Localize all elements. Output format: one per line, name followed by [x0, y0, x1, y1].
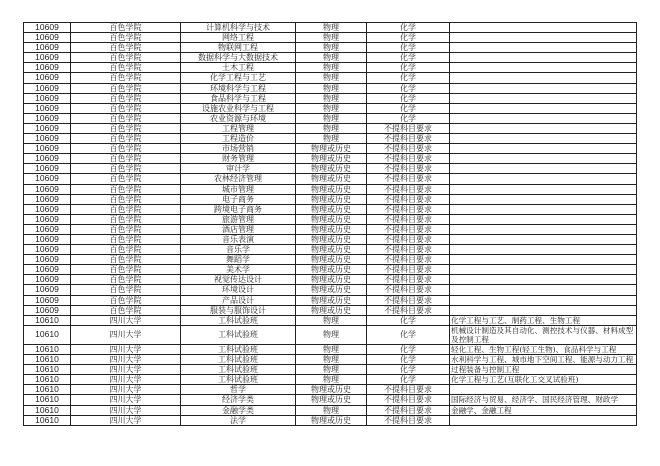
included-majors-cell: 水利科学与工程、城市地下空间工程、能源与动力工程: [450, 355, 637, 365]
school-code-cell: 10609: [24, 113, 71, 123]
school-code-cell: 10609: [24, 245, 71, 255]
major-name-cell: 工科试验班: [181, 345, 296, 355]
major-name-cell: 数据科学与大数据技术: [181, 53, 296, 63]
included-majors-cell: [450, 184, 637, 194]
included-majors-cell: [450, 103, 637, 113]
primary-subject-cell: 物理: [296, 73, 367, 83]
school-name-cell: 四川大学: [71, 415, 181, 425]
table-row: [24, 355, 637, 365]
secondary-subject-cell: 化学: [367, 53, 450, 63]
table-row: [24, 23, 637, 33]
primary-subject-cell: 物理: [296, 355, 367, 365]
secondary-subject-cell: 不提科目要求: [367, 174, 450, 184]
school-code-cell: 10609: [24, 285, 71, 295]
primary-subject-cell: 物理或历史: [296, 224, 367, 234]
table-row: [24, 234, 637, 244]
major-name-cell: 工科试验班: [181, 375, 296, 385]
included-majors-cell: [450, 234, 637, 244]
table-row: [24, 415, 637, 425]
included-majors-cell: [450, 295, 637, 305]
school-name-cell: 百色学院: [71, 43, 181, 53]
included-majors-cell: [450, 93, 637, 103]
included-majors-cell: [450, 23, 637, 33]
table-row: [24, 395, 637, 405]
primary-subject-cell: 物理: [296, 405, 367, 415]
primary-subject-cell: 物理: [296, 315, 367, 325]
included-majors-cell: [450, 113, 637, 123]
secondary-subject-cell: 不提科目要求: [367, 204, 450, 214]
secondary-subject-cell: 化学: [367, 345, 450, 355]
primary-subject-cell: 物理或历史: [296, 275, 367, 285]
major-name-cell: 食品科学与工程: [181, 93, 296, 103]
school-name-cell: 百色学院: [71, 93, 181, 103]
major-name-cell: 农业资源与环境: [181, 113, 296, 123]
school-code-cell: 10609: [24, 265, 71, 275]
included-majors-cell: [450, 224, 637, 234]
secondary-subject-cell: 不提科目要求: [367, 184, 450, 194]
school-code-cell: 10609: [24, 134, 71, 144]
major-name-cell: 工科试验班: [181, 365, 296, 375]
secondary-subject-cell: 化学: [367, 43, 450, 53]
primary-subject-cell: 物理: [296, 93, 367, 103]
included-majors-cell: [450, 214, 637, 224]
school-name-cell: 百色学院: [71, 164, 181, 174]
table-row: [24, 204, 637, 214]
secondary-subject-cell: 化学: [367, 375, 450, 385]
table-row: [24, 194, 637, 204]
primary-subject-cell: 物理: [296, 375, 367, 385]
school-code-cell: 10609: [24, 53, 71, 63]
table-row: [24, 224, 637, 234]
school-name-cell: 四川大学: [71, 355, 181, 365]
secondary-subject-cell: 不提科目要求: [367, 154, 450, 164]
school-name-cell: 四川大学: [71, 395, 181, 405]
major-name-cell: 工程管理: [181, 123, 296, 133]
major-name-cell: 土木工程: [181, 63, 296, 73]
table-row: [24, 214, 637, 224]
included-majors-cell: [450, 305, 637, 315]
school-code-cell: 10609: [24, 33, 71, 43]
major-name-cell: 工科试验班: [181, 325, 296, 344]
school-name-cell: 百色学院: [71, 234, 181, 244]
major-name-cell: 计算机科学与技术: [181, 23, 296, 33]
major-name-cell: 网络工程: [181, 33, 296, 43]
major-name-cell: 旅游管理: [181, 214, 296, 224]
primary-subject-cell: 物理: [296, 103, 367, 113]
school-code-cell: 10610: [24, 395, 71, 405]
primary-subject-cell: 物理或历史: [296, 194, 367, 204]
major-name-cell: 音乐学: [181, 245, 296, 255]
secondary-subject-cell: 不提科目要求: [367, 214, 450, 224]
included-majors-cell: [450, 43, 637, 53]
school-name-cell: 百色学院: [71, 63, 181, 73]
school-name-cell: 百色学院: [71, 73, 181, 83]
school-code-cell: 10610: [24, 355, 71, 365]
school-code-cell: 10609: [24, 224, 71, 234]
included-majors-cell: 金融学、金融工程: [450, 405, 637, 415]
primary-subject-cell: 物理或历史: [296, 154, 367, 164]
table-row: [24, 405, 637, 415]
secondary-subject-cell: 化学: [367, 315, 450, 325]
school-name-cell: 百色学院: [71, 33, 181, 43]
secondary-subject-cell: 不提科目要求: [367, 415, 450, 425]
school-name-cell: 百色学院: [71, 174, 181, 184]
major-name-cell: 工科试验班: [181, 355, 296, 365]
school-code-cell: 10609: [24, 103, 71, 113]
major-name-cell: 舞蹈学: [181, 255, 296, 265]
school-name-cell: 百色学院: [71, 214, 181, 224]
school-name-cell: 百色学院: [71, 194, 181, 204]
table-row: [24, 345, 637, 355]
school-code-cell: 10610: [24, 365, 71, 375]
school-code-cell: 10609: [24, 83, 71, 93]
school-code-cell: 10609: [24, 295, 71, 305]
school-code-cell: 10610: [24, 385, 71, 395]
major-name-cell: 音乐表演: [181, 234, 296, 244]
table-row: [24, 73, 637, 83]
school-code-cell: 10609: [24, 154, 71, 164]
table-row: [24, 103, 637, 113]
table-row: [24, 33, 637, 43]
school-name-cell: 百色学院: [71, 295, 181, 305]
table-row: [24, 53, 637, 63]
secondary-subject-cell: 不提科目要求: [367, 275, 450, 285]
secondary-subject-cell: 化学: [367, 355, 450, 365]
secondary-subject-cell: 不提科目要求: [367, 224, 450, 234]
included-majors-cell: 过程装备与控制工程: [450, 365, 637, 375]
school-code-cell: 10609: [24, 184, 71, 194]
included-majors-cell: [450, 134, 637, 144]
table-row: [24, 164, 637, 174]
table-row: [24, 174, 637, 184]
secondary-subject-cell: 不提科目要求: [367, 245, 450, 255]
secondary-subject-cell: 不提科目要求: [367, 194, 450, 204]
included-majors-cell: 化学工程与工艺(互联化工交叉试验班): [450, 375, 637, 385]
school-code-cell: 10609: [24, 164, 71, 174]
major-name-cell: 化学工程与工艺: [181, 73, 296, 83]
secondary-subject-cell: 化学: [367, 33, 450, 43]
school-name-cell: 百色学院: [71, 134, 181, 144]
school-name-cell: 百色学院: [71, 224, 181, 234]
major-name-cell: 设施农业科学与工程: [181, 103, 296, 113]
table-row: [24, 144, 637, 154]
school-name-cell: 四川大学: [71, 365, 181, 375]
secondary-subject-cell: 化学: [367, 63, 450, 73]
secondary-subject-cell: 化学: [367, 325, 450, 344]
school-name-cell: 百色学院: [71, 53, 181, 63]
major-name-cell: 物联网工程: [181, 43, 296, 53]
primary-subject-cell: 物理或历史: [296, 174, 367, 184]
primary-subject-cell: 物理: [296, 113, 367, 123]
major-name-cell: 审计学: [181, 164, 296, 174]
primary-subject-cell: 物理或历史: [296, 265, 367, 275]
primary-subject-cell: 物理: [296, 43, 367, 53]
major-name-cell: 法学: [181, 415, 296, 425]
school-code-cell: 10609: [24, 234, 71, 244]
primary-subject-cell: 物理或历史: [296, 285, 367, 295]
included-majors-cell: 国际经济与贸易、经济学、国民经济管理、财政学: [450, 395, 637, 405]
major-name-cell: 产品设计: [181, 295, 296, 305]
primary-subject-cell: 物理: [296, 325, 367, 344]
included-majors-cell: [450, 33, 637, 43]
secondary-subject-cell: 不提科目要求: [367, 123, 450, 133]
major-name-cell: 视觉传达设计: [181, 275, 296, 285]
secondary-subject-cell: 不提科目要求: [367, 295, 450, 305]
secondary-subject-cell: 化学: [367, 103, 450, 113]
primary-subject-cell: 物理或历史: [296, 214, 367, 224]
school-name-cell: 百色学院: [71, 255, 181, 265]
major-name-cell: 酒店管理: [181, 224, 296, 234]
school-code-cell: 10609: [24, 194, 71, 204]
school-name-cell: 四川大学: [71, 325, 181, 344]
school-name-cell: 百色学院: [71, 23, 181, 33]
school-name-cell: 四川大学: [71, 315, 181, 325]
school-name-cell: 四川大学: [71, 385, 181, 395]
table-row: [24, 93, 637, 103]
primary-subject-cell: 物理: [296, 33, 367, 43]
secondary-subject-cell: 化学: [367, 365, 450, 375]
major-name-cell: 经济学类: [181, 395, 296, 405]
primary-subject-cell: 物理或历史: [296, 164, 367, 174]
school-code-cell: 10610: [24, 315, 71, 325]
included-majors-cell: 机械设计制造及其自动化、测控技术与仪器、材料成型及控制工程: [450, 325, 637, 344]
included-majors-cell: [450, 63, 637, 73]
table-row: [24, 275, 637, 285]
major-name-cell: 市场营销: [181, 144, 296, 154]
included-majors-cell: 化学工程与工艺、制药工程、生物工程: [450, 315, 637, 325]
included-majors-cell: [450, 83, 637, 93]
school-name-cell: 百色学院: [71, 305, 181, 315]
table-row: [24, 255, 637, 265]
school-name-cell: 百色学院: [71, 103, 181, 113]
secondary-subject-cell: 化学: [367, 113, 450, 123]
major-name-cell: 环境设计: [181, 285, 296, 295]
school-code-cell: 10609: [24, 305, 71, 315]
included-majors-cell: [450, 154, 637, 164]
table-row: [24, 365, 637, 375]
school-code-cell: 10609: [24, 214, 71, 224]
school-code-cell: 10610: [24, 325, 71, 344]
school-name-cell: 百色学院: [71, 184, 181, 194]
secondary-subject-cell: 不提科目要求: [367, 134, 450, 144]
school-code-cell: 10609: [24, 144, 71, 154]
table-row: [24, 295, 637, 305]
primary-subject-cell: 物理: [296, 345, 367, 355]
table-row: [24, 154, 637, 164]
school-name-cell: 百色学院: [71, 83, 181, 93]
school-code-cell: 10610: [24, 415, 71, 425]
included-majors-cell: 轻化工程、生物工程(轻工生物)、食品科学与工程: [450, 345, 637, 355]
primary-subject-cell: 物理或历史: [296, 204, 367, 214]
subject-requirements-table: [23, 22, 637, 426]
primary-subject-cell: 物理或历史: [296, 305, 367, 315]
school-name-cell: 百色学院: [71, 265, 181, 275]
major-name-cell: 跨境电子商务: [181, 204, 296, 214]
table-row: [24, 113, 637, 123]
major-name-cell: 工科试验班: [181, 315, 296, 325]
secondary-subject-cell: 不提科目要求: [367, 255, 450, 265]
table-row: [24, 184, 637, 194]
included-majors-cell: [450, 144, 637, 154]
primary-subject-cell: 物理或历史: [296, 234, 367, 244]
secondary-subject-cell: 化学: [367, 23, 450, 33]
school-name-cell: 百色学院: [71, 123, 181, 133]
primary-subject-cell: 物理或历史: [296, 245, 367, 255]
school-code-cell: 10609: [24, 275, 71, 285]
primary-subject-cell: 物理或历史: [296, 395, 367, 405]
primary-subject-cell: 物理或历史: [296, 144, 367, 154]
secondary-subject-cell: 化学: [367, 83, 450, 93]
table-row: [24, 63, 637, 73]
secondary-subject-cell: 不提科目要求: [367, 385, 450, 395]
table-row: [24, 285, 637, 295]
included-majors-cell: [450, 174, 637, 184]
school-name-cell: 百色学院: [71, 154, 181, 164]
primary-subject-cell: 物理或历史: [296, 385, 367, 395]
table-body: [24, 23, 637, 426]
school-name-cell: 百色学院: [71, 245, 181, 255]
included-majors-cell: [450, 385, 637, 395]
school-code-cell: 10609: [24, 23, 71, 33]
secondary-subject-cell: 不提科目要求: [367, 164, 450, 174]
secondary-subject-cell: 不提科目要求: [367, 405, 450, 415]
secondary-subject-cell: 不提科目要求: [367, 234, 450, 244]
included-majors-cell: [450, 204, 637, 214]
included-majors-cell: [450, 275, 637, 285]
included-majors-cell: [450, 53, 637, 63]
table-row: [24, 305, 637, 315]
included-majors-cell: [450, 123, 637, 133]
included-majors-cell: [450, 245, 637, 255]
school-code-cell: 10610: [24, 375, 71, 385]
major-name-cell: 农林经济管理: [181, 174, 296, 184]
included-majors-cell: [450, 164, 637, 174]
major-name-cell: 城市管理: [181, 184, 296, 194]
table-row: [24, 385, 637, 395]
primary-subject-cell: 物理或历史: [296, 295, 367, 305]
school-name-cell: 百色学院: [71, 113, 181, 123]
secondary-subject-cell: 不提科目要求: [367, 395, 450, 405]
school-code-cell: 10609: [24, 123, 71, 133]
school-code-cell: 10609: [24, 73, 71, 83]
major-name-cell: 环境科学与工程: [181, 83, 296, 93]
secondary-subject-cell: 不提科目要求: [367, 285, 450, 295]
primary-subject-cell: 物理: [296, 53, 367, 63]
table-row: [24, 265, 637, 275]
school-name-cell: 百色学院: [71, 204, 181, 214]
major-name-cell: 美术学: [181, 265, 296, 275]
table-row: [24, 123, 637, 133]
major-name-cell: 工程造价: [181, 134, 296, 144]
primary-subject-cell: 物理或历史: [296, 415, 367, 425]
table-row: [24, 245, 637, 255]
primary-subject-cell: 物理或历史: [296, 184, 367, 194]
primary-subject-cell: 物理: [296, 23, 367, 33]
secondary-subject-cell: 不提科目要求: [367, 144, 450, 154]
table-row: [24, 43, 637, 53]
school-code-cell: 10609: [24, 255, 71, 265]
secondary-subject-cell: 化学: [367, 93, 450, 103]
school-code-cell: 10609: [24, 43, 71, 53]
table-row: [24, 134, 637, 144]
school-code-cell: 10610: [24, 345, 71, 355]
primary-subject-cell: 物理: [296, 83, 367, 93]
school-name-cell: 百色学院: [71, 275, 181, 285]
school-name-cell: 百色学院: [71, 285, 181, 295]
secondary-subject-cell: 不提科目要求: [367, 305, 450, 315]
school-code-cell: 10609: [24, 204, 71, 214]
school-name-cell: 百色学院: [71, 144, 181, 154]
school-name-cell: 四川大学: [71, 405, 181, 415]
primary-subject-cell: 物理: [296, 134, 367, 144]
table-row: [24, 325, 637, 344]
table-row: [24, 315, 637, 325]
primary-subject-cell: 物理: [296, 365, 367, 375]
included-majors-cell: [450, 194, 637, 204]
included-majors-cell: [450, 415, 637, 425]
primary-subject-cell: 物理: [296, 123, 367, 133]
school-code-cell: 10609: [24, 93, 71, 103]
included-majors-cell: [450, 265, 637, 275]
secondary-subject-cell: 不提科目要求: [367, 265, 450, 275]
school-code-cell: 10609: [24, 63, 71, 73]
secondary-subject-cell: 化学: [367, 73, 450, 83]
included-majors-cell: [450, 73, 637, 83]
school-code-cell: 10609: [24, 174, 71, 184]
included-majors-cell: [450, 285, 637, 295]
major-name-cell: 电子商务: [181, 194, 296, 204]
school-name-cell: 四川大学: [71, 345, 181, 355]
major-name-cell: 财务管理: [181, 154, 296, 164]
major-name-cell: 哲学: [181, 385, 296, 395]
major-name-cell: 金融学类: [181, 405, 296, 415]
primary-subject-cell: 物理或历史: [296, 255, 367, 265]
school-name-cell: 四川大学: [71, 375, 181, 385]
included-majors-cell: [450, 255, 637, 265]
primary-subject-cell: 物理: [296, 63, 367, 73]
table-row: [24, 83, 637, 93]
major-name-cell: 服装与服饰设计: [181, 305, 296, 315]
table-row: [24, 375, 637, 385]
school-code-cell: 10610: [24, 405, 71, 415]
